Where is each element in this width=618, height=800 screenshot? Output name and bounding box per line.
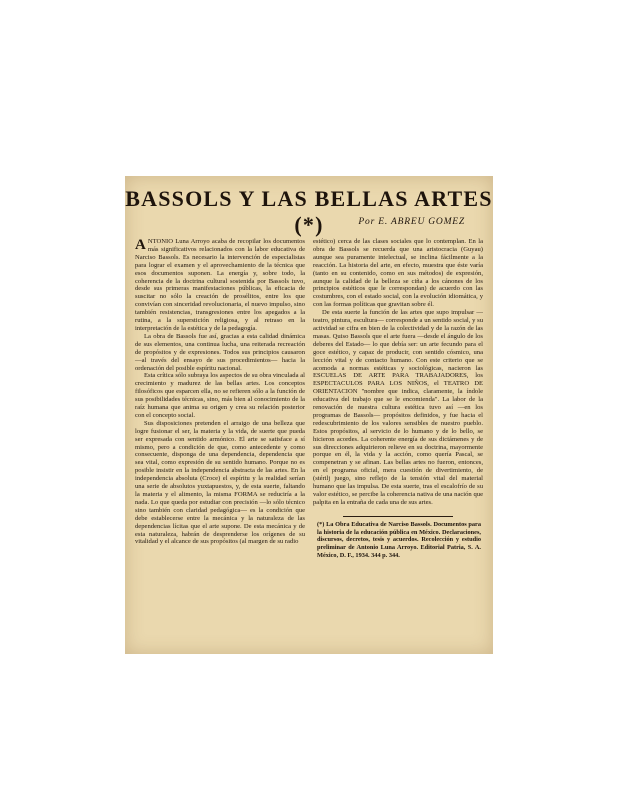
paragraph: La obra de Bassols fue así, gracias a esta calidad dinámica de sus elementos, una continua lucha, una reiterada recreación de propósitos y de expresiones. Todos sus principios causaron —al través del ensayo de sus procedimientos— hacia la ordenación del posible espíritu nacional. [135, 332, 305, 372]
left-column [135, 238, 305, 546]
paragraph: estético) cerca de las clases sociales que lo contemplan. En la obra de Bassols se recuerda que una aristocracia (Guyau) aunque sea puramente intelectual, se inclina fácilmente a la reacción. La historia del arte, en efecto, muestra que éste varía (tanto en su contenido, como en sus métodos) de expresión, aunque la calidad de la belleza se ciña a los cánones de los principios estéticos que le correspondan) de acuerdo con las costumbres, con el estado social, con la evolución idiomática, y con las formas políticas que gravitan sobre él. [313, 238, 483, 309]
newspaper-clipping [125, 176, 493, 654]
drop-cap: A [135, 237, 146, 253]
article-title: BASSOLS Y LAS BELLAS ARTES (*) [125, 186, 493, 237]
paragraph-text: NTONIO Luna Arroyo acaba de recopilar los documentos más significativos relacionados con la labor educativa de Narciso Bassols. Es necesario la intervención de especialistas para lograr el examen y el aprovechamiento de la técnica que esos documentos suponen. La energía y, sobre todo, la coherencia de la doctrina cultural sostenida por Bassols tuvo, desde sus primeras manifestaciones públicas, la eficacia de suscitar no sólo la creación de prosélitos, entre los que convivían con sinceridad revolucionaria, el nuevo impulso, sino también resistencias, transgresiones entre los apegados a la rutina, a la superstición religiosa, y al retraso en la interpretación de la estética y de la pedagogía. [135, 238, 305, 332]
paragraph: Esta crítica sólo subraya los aspectos de su obra vinculada al crecimiento y madurez de las bellas artes. Los conceptos filosóficos que esparcen ella, no se refieren sólo a la función de sus posibilidades técnicas, sino, más bien al conocimiento de la raíz humana que anima su origen y crea su relación posterior con el concepto social. [135, 372, 305, 419]
paragraph: De esta suerte la función de las artes que supo impulsar —teatro, pintura, escultura— corresponde a un sentido social, y su actividad se cifra en bien de la colectividad y de la razón de las masas. Quiso Bassols que el arte fuera —desde el ángulo de los deberes del Estado— lo que debía ser: un arte fecundo para el goce estético, y capaz de producir, con sentido cósmico, una lección vital y de contacto humano. Con este criterio que se acomoda a normas estéticas y sociológicas, nacieron las ESCUELAS DE ARTE PARA TRABAJADORES, los ESPECTACULOS PARA LOS NIÑOS, el TEATRO DE ORIENTACION "nombre que indica, claramente, la índole educativa del trabajo que se le encomienda". La labor de la renovación de nuestra cultura estética tuvo así —en los programas de Bassols— propósitos definidos, y fue hacia el redescubrimiento de los valores sensibles de nuestro pueblo. Estos propósitos, al servicio de lo humano y de lo bello, se hicieron acordes. La coherente energía de sus dictámenes y de sus direcciones adquirieron relieve en su doctrina, mayormente porque en él, la vida y la acción, como quería Pascal, se compenetran y se afinan. Las bellas artes no fueron, entonces, en el programa oficial, mera cuestión de divertimiento, de (stérilj juego, sino reflejo de la tensión vital del material humano que las impulsa. De esta suerte, tras el escalofrío de su valor estético, se percibe la coherencia nativa de una nación que palpita en la entraña de cada una de sus artes. [313, 309, 483, 506]
right-column [313, 238, 483, 560]
paragraph: Sus disposiciones pretenden el arraigo de una belleza que logre fusionar el ser, la materia y la vida, de suerte que pueda ser expresada con sentido armónico. El arte se satisface a sí mismo, pero a condición de que, como antecedente y como consecuente, disponga de una dependencia, dependencia que sea vital, como expresión de su sentido humano. Porque no es posible insistir en la independencia abstracta de las artes. En la independencia absoluta (Croce) el espíritu y la realidad serían una serie de absolutos yuxtapuestos, y, de esta suerte, faltando la materia y el alimento, la misma FORMA se reduciría a la nada. Lo que queda por estudiar con precisión —lo sólo técnico sino también con claridad pedagógica— es la condición que debe establecerse entre la mecánica y la naturaleza de las dependencias lícitas que el arte supone. De esta mecánica y de esta naturaleza, habrán de desprenderse los orígenes de su vitalidad y el alcance de sus propósitos (al margen de su radio [135, 419, 305, 546]
article-byline: Por E. ABREU GOMEZ [358, 217, 465, 227]
title-row [125, 186, 493, 238]
paragraph [135, 238, 305, 333]
footnote: (*) La Obra Educativa de Narciso Bassols. Documentos para la historia de la educación pública en México. Declaraciones, discursos, decretos, tesis y acuerdos. Recolección y estudio preliminar de Antonio Luna Arroyo. Editorial Patria, S. A. México, D. F., 1934. 344 p. 344. [317, 520, 481, 559]
footnote-divider [343, 516, 453, 517]
